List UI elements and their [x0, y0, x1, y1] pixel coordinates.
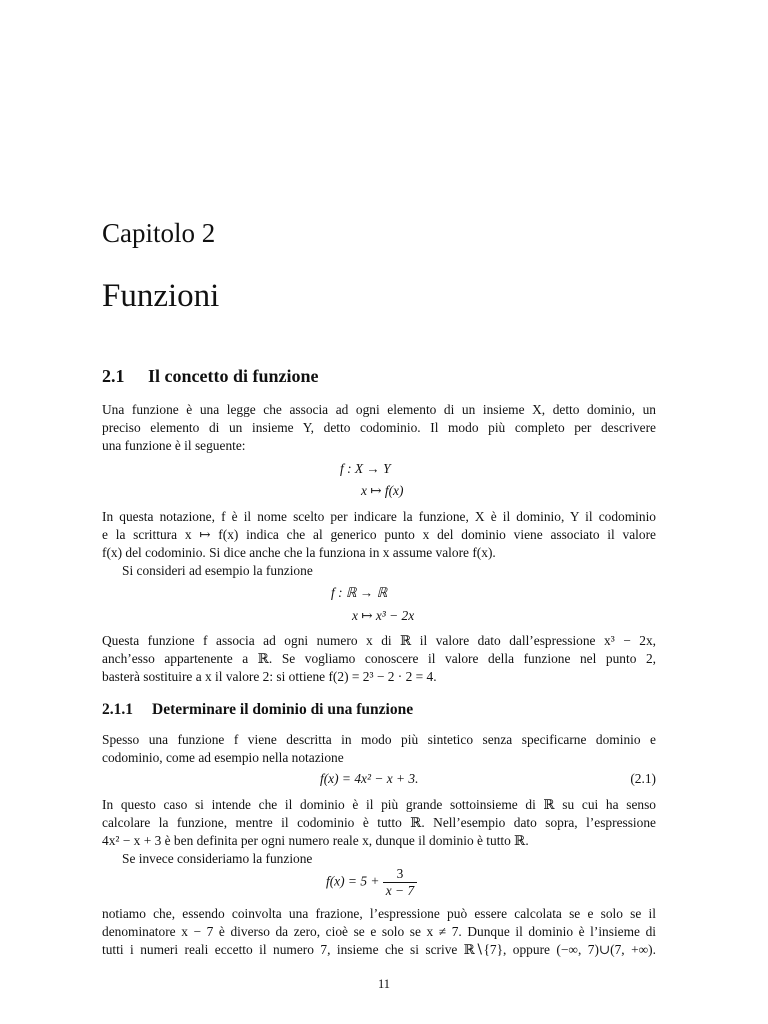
example-line: anch’esso appartenente a ℝ. Se vogliamo conoscere il valore della funzione nel punto 2,	[102, 651, 656, 666]
fraction-line: denominatore x − 7 è diverso da zero, cioè se e solo se x ≠ 7. Dunque il dominio è l’insieme di	[102, 924, 656, 939]
example-line: basterà sostituire a x il valore 2: si ottiene f(2) = 2³ − 2 · 2 = 4.	[102, 669, 437, 684]
domain-line: calcolare la funzione, mentre il codominio è tutto ℝ. Nell’esempio dato sopra, l’espressione	[102, 815, 656, 830]
notation-line: f(x) del codominio. Si dice anche che la funziona in x assume valore f(x).	[102, 545, 496, 560]
fraction-equation	[326, 866, 417, 899]
example-map: f : ℝ → ℝ	[331, 585, 388, 600]
intro-line: una funzione è il seguente:	[102, 438, 246, 453]
domain-intro-line: Spesso una funzione f viene descritta in modo più sintetico senza specificarne dominio e	[102, 732, 656, 747]
definition-rule: x ↦ f(x)	[361, 483, 404, 498]
domain-intro-line: codominio, come ad esempio nella notazione	[102, 750, 344, 765]
notation-line: Si consideri ad esempio la funzione	[122, 563, 313, 578]
domain-line: 4x² − x + 3 è ben definita per ogni numero reale x, dunque il dominio è tutto ℝ.	[102, 833, 529, 848]
fraction-denominator: x − 7	[385, 883, 415, 898]
section-number: 2.1	[102, 366, 125, 386]
fraction-paragraph	[102, 905, 656, 959]
domain-line: In questo caso si intende che il dominio è il più grande sottoinsieme di ℝ su cui ha senso	[102, 797, 656, 812]
subsection-number: 2.1.1	[102, 701, 133, 718]
intro-line: Una funzione è una legge che associa ad ogni elemento di un insieme X, detto dominio, un	[102, 402, 656, 417]
subsection-title: Determinare il dominio di una funzione	[152, 701, 414, 718]
fraction-line: tutti i numeri reali eccetto il numero 7, insieme che si scrive ℝ∖{7}, oppure (−∞, 7)∪(7, +∞).	[102, 942, 656, 957]
fraction	[383, 866, 417, 899]
subsection-heading	[102, 701, 413, 719]
intro-line: preciso elemento di un insieme Y, detto codominio. Il modo più completo per descrivere	[102, 420, 656, 435]
notation-line: In questa notazione, f è il nome scelto per indicare la funzione, X è il dominio, Y il codominio	[102, 509, 656, 524]
fraction-lhs: f(x) = 5 +	[326, 873, 380, 889]
fraction-line: notiamo che, essendo coinvolta una frazione, l’espressione può essere calcolata se e solo se il	[102, 906, 656, 921]
section-title: Il concetto di funzione	[148, 366, 319, 386]
definition-map: f : X → Y	[340, 461, 391, 476]
page-number: 11	[377, 977, 391, 991]
chapter-title: Funzioni	[102, 278, 220, 314]
equation-number: (2.1)	[630, 771, 656, 786]
notation-line: e la scrittura x ↦ f(x) indica che al generico punto x del dominio viene associato il valore	[102, 527, 656, 542]
domain-intro-paragraph	[102, 731, 656, 767]
example-paragraph	[102, 632, 656, 686]
example-line: Questa funzione f associa ad ogni numero x di ℝ il valore dato dall’espressione x³ − 2x,	[102, 633, 656, 648]
notation-paragraph	[102, 508, 656, 580]
example-rule: x ↦ x³ − 2x	[352, 608, 415, 623]
domain-paragraph	[102, 796, 656, 868]
chapter-label: Capitolo 2	[102, 218, 216, 248]
section-heading	[102, 366, 319, 387]
equation-2-1: f(x) = 4x² − x + 3.	[320, 771, 419, 786]
domain-line: Se invece consideriamo la funzione	[122, 851, 313, 866]
intro-paragraph	[102, 401, 656, 455]
fraction-numerator: 3	[383, 866, 417, 883]
